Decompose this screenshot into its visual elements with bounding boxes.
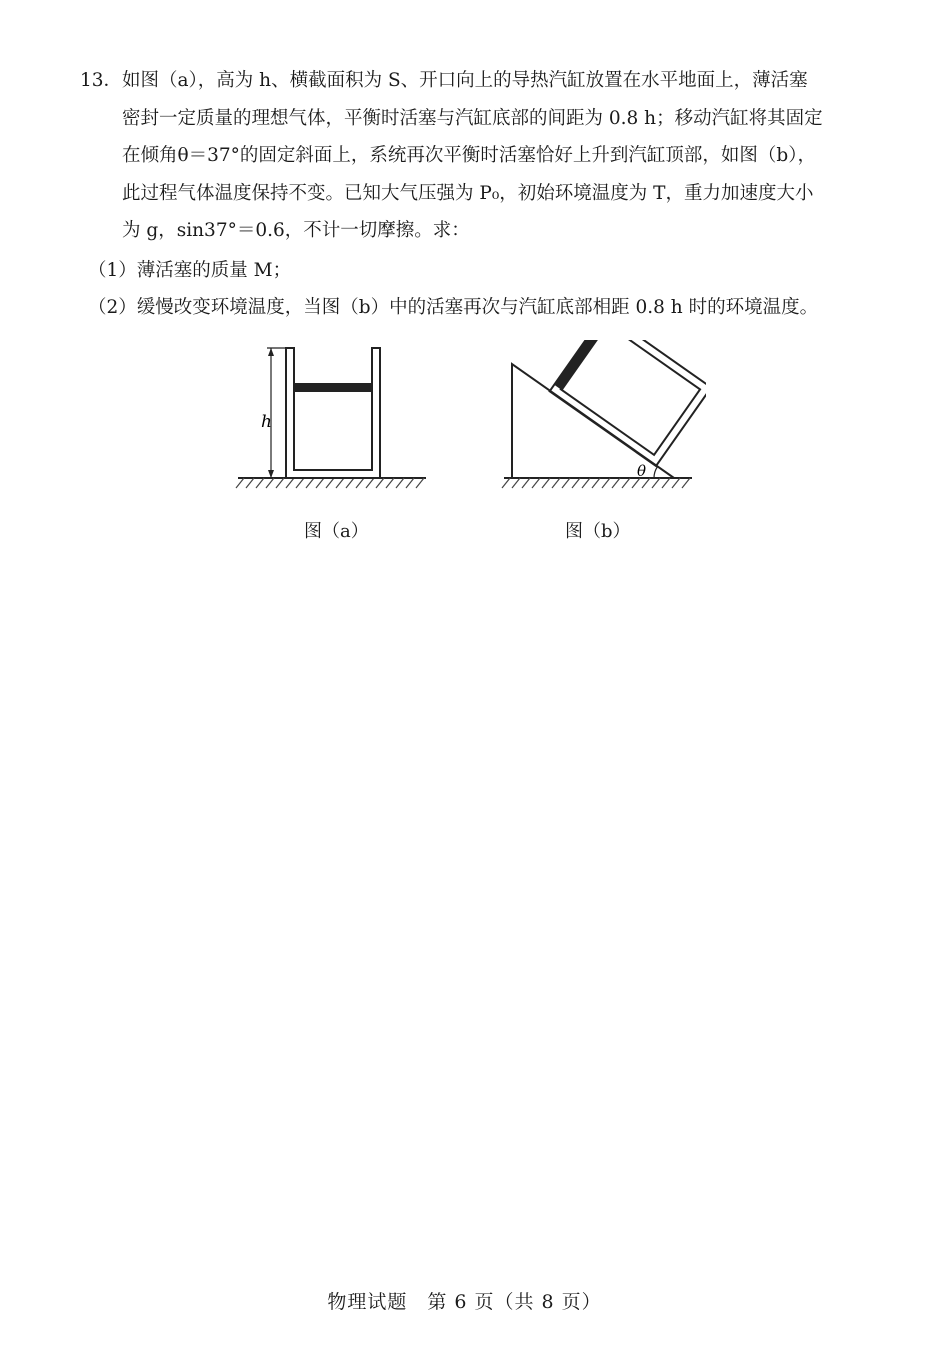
figure-a-cylinder-on-ground (230, 340, 440, 500)
cylinder (286, 348, 380, 478)
piston (294, 383, 372, 392)
sub-question-1: （1）薄活塞的质量 M； (88, 260, 292, 281)
question-line: 此过程气体温度保持不变。已知大气压强为 P₀，初始环境温度为 T，重力加速度大小 (122, 182, 814, 204)
question-line: 在倾角θ＝37°的固定斜面上，系统再次平衡时活塞恰好上升到汽缸顶部，如图（b）， (122, 145, 817, 166)
ground-hatching (502, 478, 690, 488)
figure-b-caption: 图（b） (565, 521, 631, 542)
angle-label: θ (637, 462, 647, 480)
figure-a-caption: 图（a） (304, 521, 369, 542)
question-line: 为 g，sin37°＝0.6，不计一切摩擦。求： (122, 220, 470, 241)
question-number: 13． (80, 70, 123, 91)
question-line: 如图（a），高为 h、横截面积为 S、开口向上的导热汽缸放置在水平地面上，薄活塞 (122, 70, 808, 91)
figure-b-cylinder-on-incline (496, 340, 706, 500)
question-line: 密封一定质量的理想气体，平衡时活塞与汽缸底部的间距为 0.8 h；移动汽缸将其固定 (122, 107, 823, 129)
question-body (122, 62, 880, 250)
question-13 (80, 62, 880, 250)
height-label: h (261, 412, 272, 432)
angle-arc (654, 467, 658, 479)
page-footer: 物理试题 第 6 页（共 8 页） (327, 1291, 602, 1313)
sub-question-2: （2）缓慢改变环境温度，当图（b）中的活塞再次与汽缸底部相距 0.8 h 时的环境温度。 (88, 297, 819, 318)
piston (554, 340, 608, 390)
ground-hatching (236, 478, 424, 488)
tilted-cylinder (550, 340, 706, 466)
